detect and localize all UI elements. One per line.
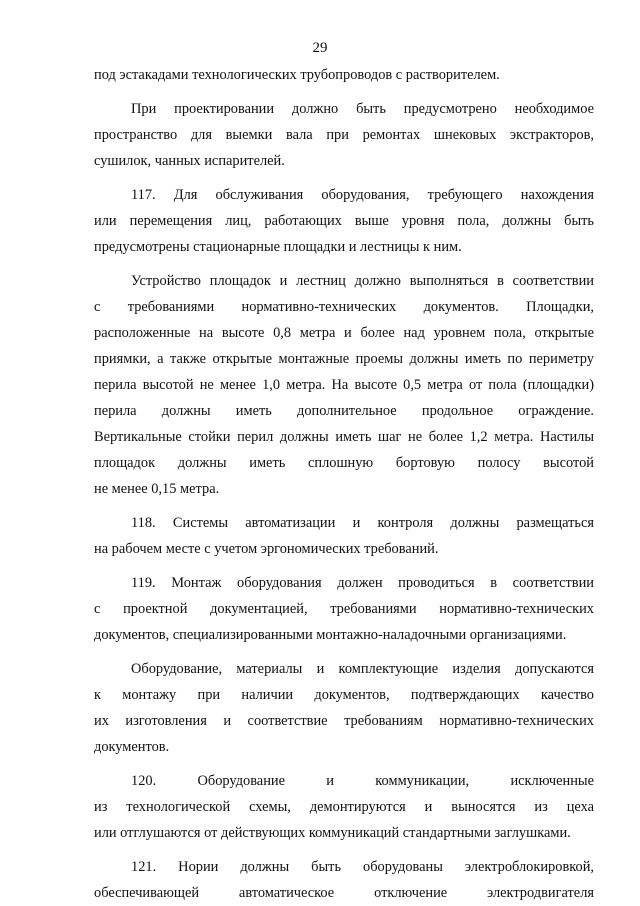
paragraph-gap — [94, 562, 594, 570]
page-number: 29 — [312, 40, 328, 56]
text-line: с проектной документацией, требованиями нормативно-технических — [94, 601, 594, 617]
text-line: 119. Монтаж оборудования должен проводиться в соответствии — [131, 575, 594, 591]
text-line: обеспечивающей автоматическое отключение электродвигателя — [94, 885, 594, 901]
text-line: на рабочем месте с учетом эргономических требований. — [94, 541, 439, 557]
text-line: документов, специализированными монтажно-наладочными организациями. — [94, 627, 567, 643]
paragraph — [94, 656, 594, 760]
text-line: 117. Для обслуживания оборудования, требующего нахождения — [131, 187, 594, 203]
paragraph — [94, 182, 594, 260]
text-line: документов. — [94, 739, 170, 755]
text-line: или отглушаются от действующих коммуникаций стандартными заглушками. — [94, 825, 571, 841]
paragraph-gap — [94, 648, 594, 656]
text-line: пространство для выемки вала при ремонтах шнековых экстракторов, — [94, 127, 594, 143]
text-line: или перемещения лиц, работающих выше уровня пола, должны быть — [94, 213, 594, 229]
text-line: сушилок, чанных испарителей. — [94, 153, 285, 169]
paragraph-gap — [94, 760, 594, 768]
text-line: из технологической схемы, демонтируются и выносятся из цеха — [94, 799, 594, 815]
body-text — [94, 62, 594, 906]
paragraph — [94, 570, 594, 648]
text-line: При проектировании должно быть предусмотрено необходимое — [131, 101, 594, 117]
text-line: не менее 0,15 метра. — [94, 481, 220, 497]
text-line: перила должны иметь дополнительное продольное ограждение. — [94, 403, 594, 419]
paragraph — [94, 96, 594, 174]
text-line: к монтажу при наличии документов, подтверждающих качество — [94, 687, 594, 703]
paragraph — [94, 268, 594, 502]
text-line: их изготовления и соответствие требованиям нормативно-технических — [94, 713, 594, 729]
text-line: предусмотрены стационарные площадки и лестницы к ним. — [94, 239, 462, 255]
text-line: под эстакадами технологических трубопроводов с растворителем. — [94, 67, 500, 83]
paragraph-gap — [94, 260, 594, 268]
text-line: Оборудование, материалы и комплектующие изделия допускаются — [131, 661, 594, 677]
text-line: расположенные на высоте 0,8 метра и более над уровнем пола, открытые — [94, 325, 594, 341]
paragraph-gap — [94, 502, 594, 510]
text-line: 118. Системы автоматизации и контроля должны размещаться — [131, 515, 594, 531]
paragraph — [94, 62, 594, 88]
paragraph-gap — [94, 846, 594, 854]
paragraph-gap — [94, 174, 594, 182]
paragraph-gap — [94, 88, 594, 96]
text-line: перила высотой не менее 1,0 метра. На высоте 0,5 метра от пола (площадки) — [94, 377, 594, 393]
text-line: приямки, а также открытые монтажные проемы должны иметь по периметру — [94, 351, 594, 367]
text-line: Устройство площадок и лестниц должно выполняться в соответствии — [131, 273, 594, 289]
text-line: с требованиями нормативно-технических документов. Площадки, — [94, 299, 594, 315]
paragraph — [94, 510, 594, 562]
text-line: 121. Нории должны быть оборудованы электроблокировкой, — [131, 859, 594, 875]
text-line: Вертикальные стойки перил должны иметь шаг не более 1,2 метра. Настилы — [94, 429, 594, 445]
text-line: 120. Оборудование и коммуникации, исключенные — [131, 773, 594, 789]
paragraph — [94, 854, 594, 906]
paragraph — [94, 768, 594, 846]
text-line: площадок должны иметь сплошную бортовую полосу высотой — [94, 455, 594, 471]
